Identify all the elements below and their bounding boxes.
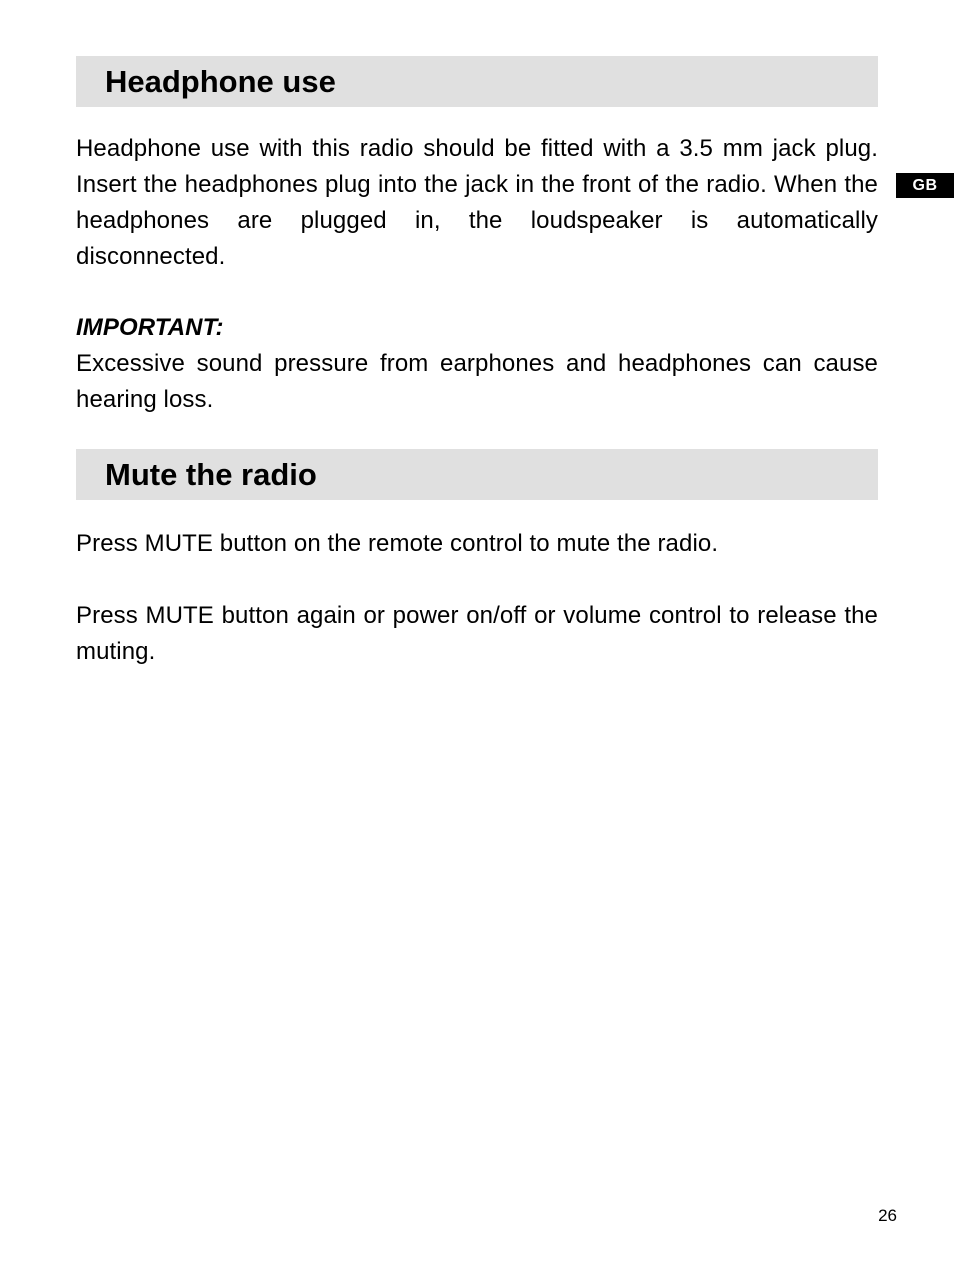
section-header-headphone-use [76, 56, 878, 107]
important-label: IMPORTANT: [76, 314, 224, 341]
section-header-mute-the-radio [76, 449, 878, 500]
section-title: Headphone use [105, 64, 336, 99]
section-title: Mute the radio [105, 457, 317, 492]
language-tab: GB [896, 173, 954, 198]
mute-paragraph-2: Press MUTE button again or power on/off or volume control to release the muting. [76, 602, 878, 665]
headphone-use-paragraph: Headphone use with this radio should be fitted with a 3.5 mm jack plug. Insert the headphones plug into the jack in the front of the radio. When the headphones are plugged in, the loudspeaker is automatically disconnected. [76, 135, 878, 270]
mute-paragraph-1: Press MUTE button on the remote control to mute the radio. [76, 530, 719, 557]
important-warning-text: Excessive sound pressure from earphones and headphones can cause hearing loss. [76, 350, 878, 413]
page-number: 26 [878, 1206, 897, 1225]
